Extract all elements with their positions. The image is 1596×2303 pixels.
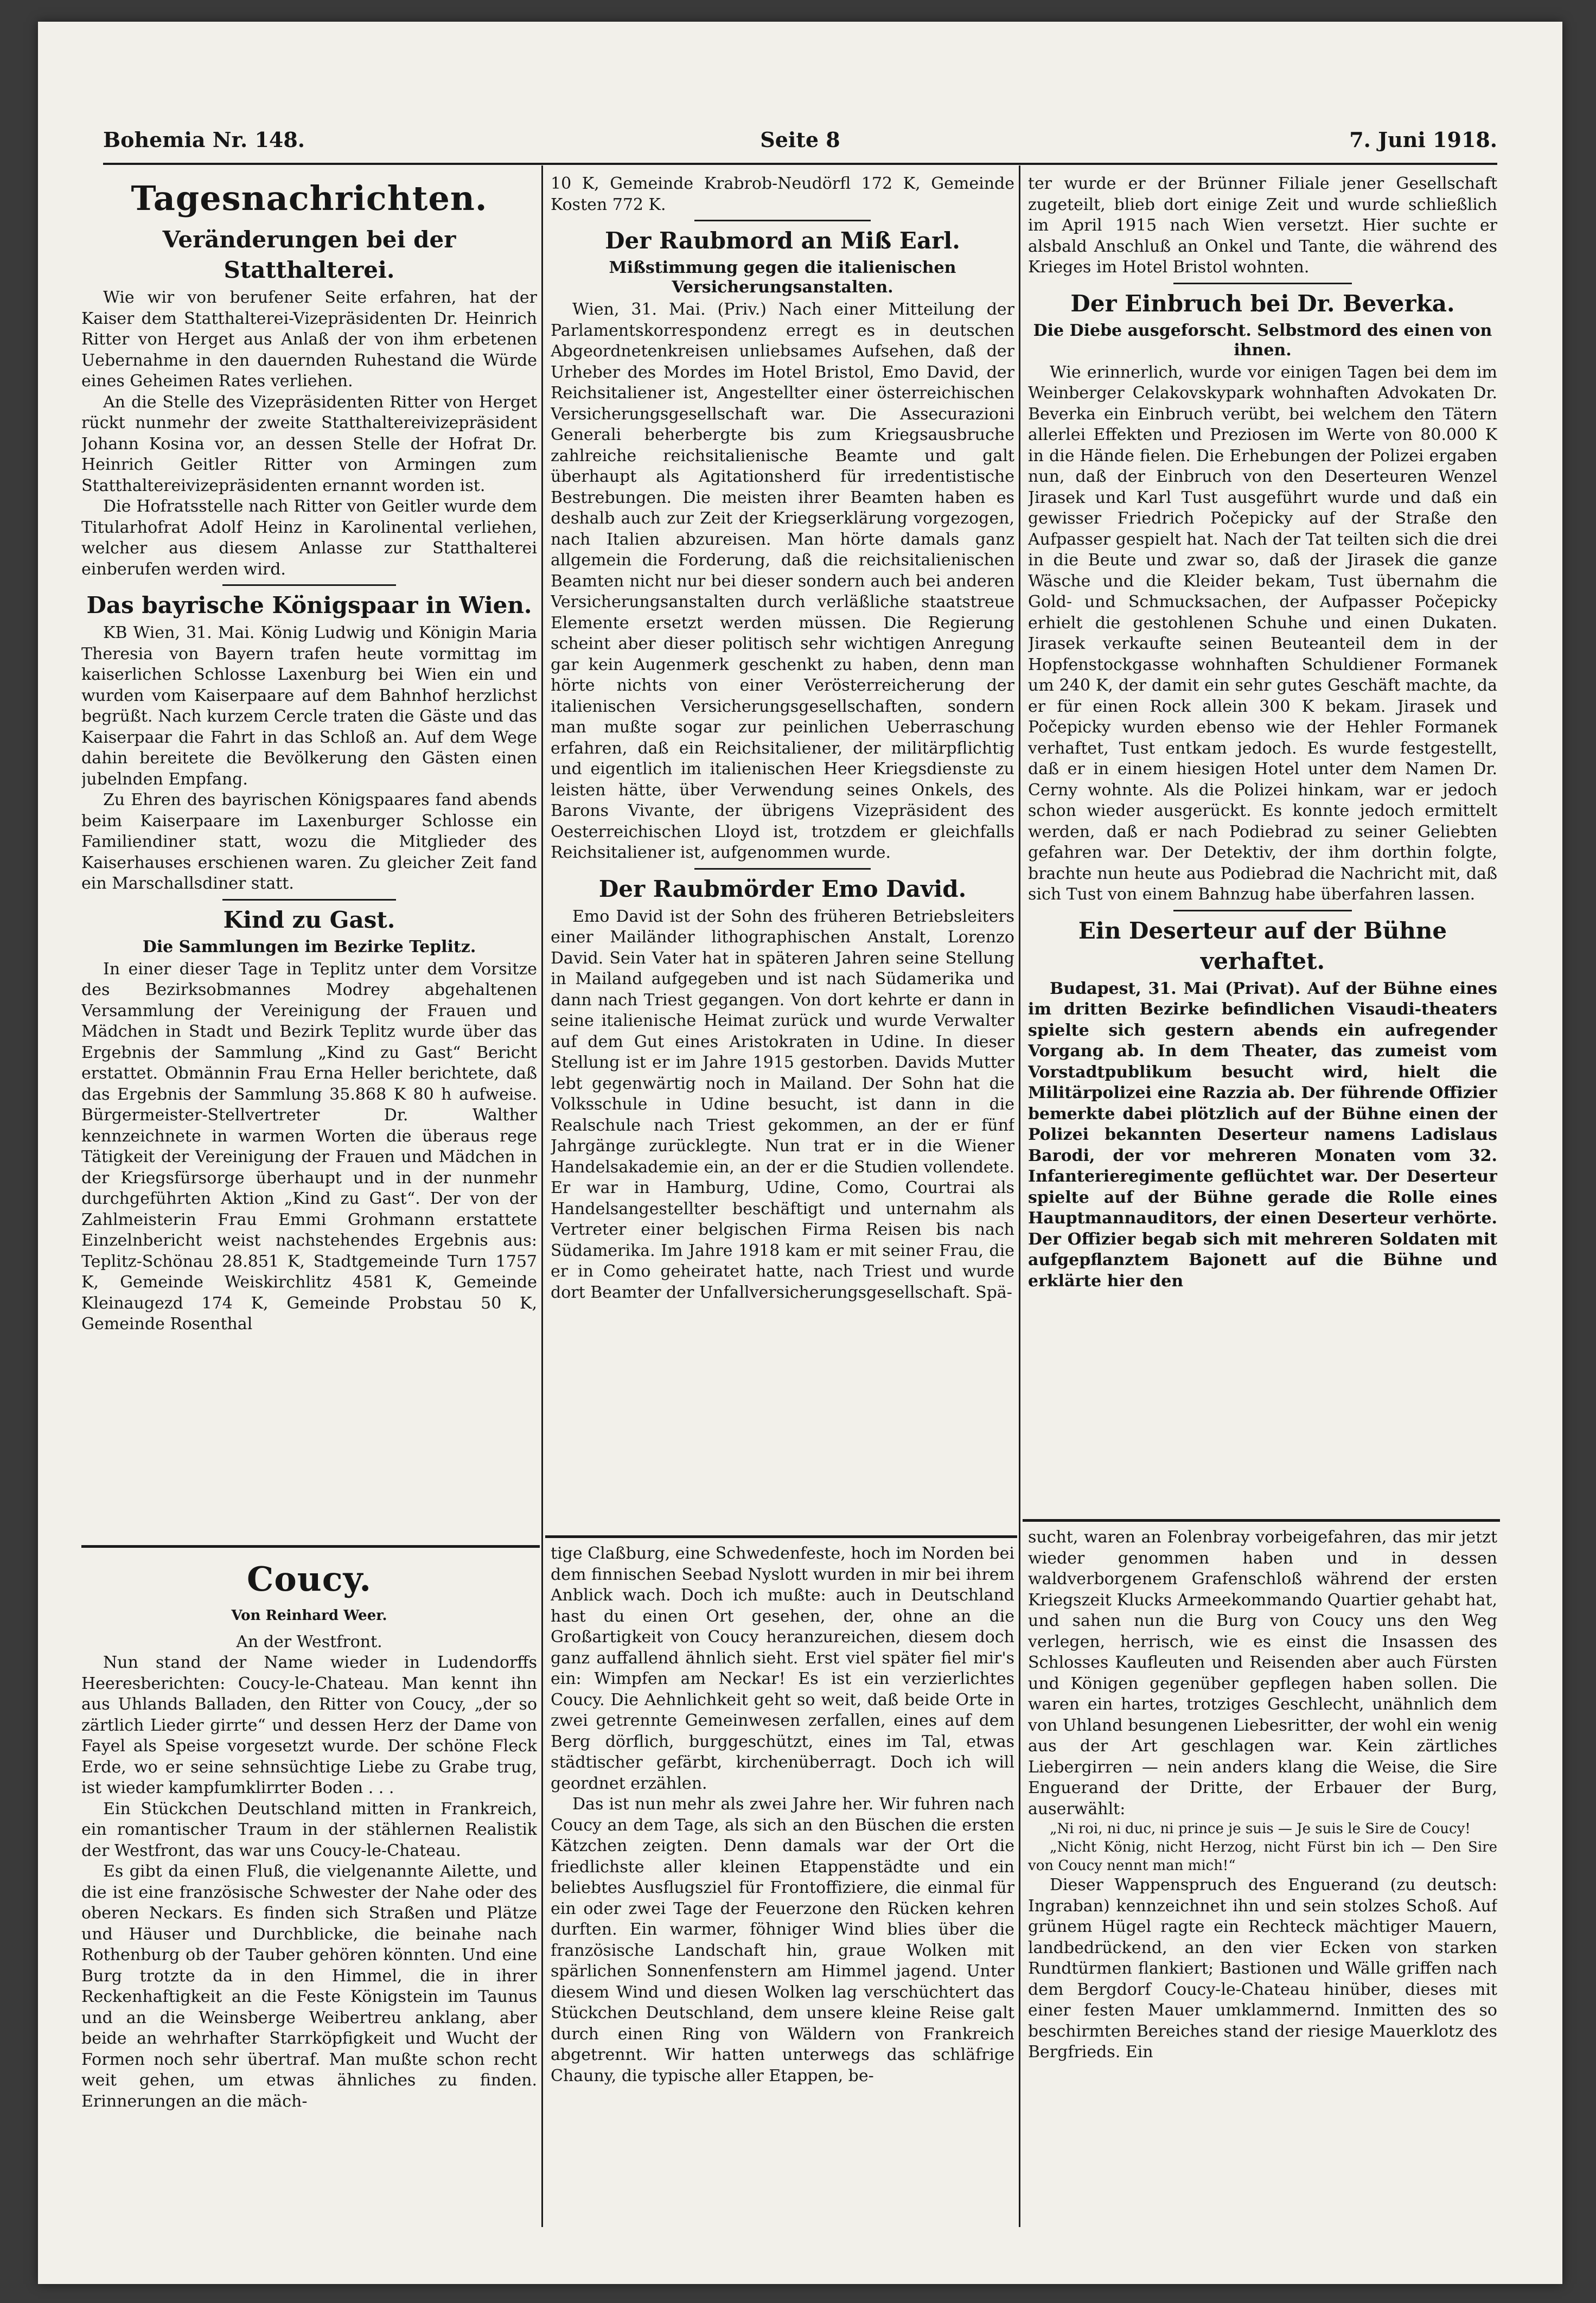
article-paragraph: KB Wien, 31. Mai. König Ludwig und Königin Maria Theresia von Bayern trafen heute vormittag im kaiserlichen Schlosse Laxenburg bei Wien ein und wurden vom Kaiserpaare auf dem Bahnhof herzlichst begrüßt. Nach kurzem Cercle traten die Gäste und das Kaiserpaar die Fahrt in das Schloß an. Auf dem Wege dahin bereitete die Bevölkerung den Gästen einen jubelnden Empfang. <box>81 623 537 789</box>
article-paragraph: Emo David ist der Sohn des früheren Betriebsleiters einer Mailänder lithographischen Anstalt, Lorenzo David. Sein Vater hat in späteren Jahren seine Stellung in Mailand aufgegeben und ist nach Südamerika und dann nach Triest gegangen. Von dort kehrte er dann in seine italienische Heimat zurück und wurde Verwalter auf dem Gut eines Aristokraten in Udine. In dieser Stellung ist er im Jahre 1915 gestorben. Davids Mutter lebt gegenwärtig noch in Mailand. Der Sohn hat die Volksschule in Udine besucht, ist dann in die Realschule nach Triest gekommen, an der er fünf Jahrgänge zurücklegte. Nun trat er in die Wiener Handelsakademie ein, an der er die Studien vollendete. Er war in Hamburg, Udine, Como, Courtrai als Handelsangestellter beschäftigt und unternahm als Vertreter einer belgischen Firma Reisen bis nach Südamerika. Im Jahre 1918 kam er mit seiner Frau, die er in Como geheiratet hatte, nach Triest und wurde dort Beamter der Unfallversicherungsgesellschaft. Spä- <box>551 907 1014 1302</box>
article-title-kind-zu-gast: Kind zu Gast. <box>223 906 395 933</box>
article-paragraph: Wie wir von berufener Seite erfahren, hat der Kaiser dem Statthalterei-Vizepräsidenten Dr. Heinrich Ritter von Herget aus Anlaß der von ihm erbetenen Uebernahme in den dauernden Ruhestand die Würde eines Geheimen Rates verliehen. <box>81 288 537 391</box>
feuilleton-byline: Von Reinhard Weer. <box>231 1607 387 1624</box>
feuilleton-dateline: An der Westfront. <box>236 1632 382 1651</box>
article-separator <box>694 868 871 870</box>
article-separator <box>222 584 395 586</box>
feuilleton-paragraph: Es gibt da einen Fluß, die vielgenannte Ailette, und die ist eine französische Schwester der Nahe oder des oberen Neckars. Es finden sich Straßen und Plätze und Häuser und Durchblicke, die beinahe nach Rothenburg ob der Tauber gehören könnten. Und eine Burg trotzte da in den Himmel, die in ihrer Reckenhaftigkeit an die Feste Königstein im Taunus und an die Weinsberge Weibertreu anklang, aber beide an wehrhafter Starrköpfigkeit und Wucht der Formen noch sehr übertraf. Man mußte schon recht weit gehen, um etwas ähnliches zu finden. Erinnerungen an die mäch- <box>81 1862 537 2111</box>
column-rule-2 <box>1019 165 1020 2227</box>
article-paragraph: Die Hofratsstelle nach Ritter von Geitler wurde dem Titularhofrat Adolf Heinz in Karolinental verliehen, welcher aus diesem Anlasse zur Statthalterei einberufen werden wird. <box>81 497 537 579</box>
feuilleton-quote: „Ni roi, ni duc, ni prince je suis — Je suis le Sire de Coucy! <box>1050 1821 1471 1837</box>
article-separator <box>694 220 871 221</box>
article-title-einbruch: Der Einbruch bei Dr. Beverka. <box>1070 290 1455 317</box>
header-page-number: Seite 8 <box>760 127 840 152</box>
feuilleton-rule-3 <box>1023 1519 1500 1522</box>
header-date: 7. Juni 1918. <box>1349 127 1497 152</box>
article-paragraph: In einer dieser Tage in Teplitz unter dem Vorsitze des Bezirksobmannes Modrey abgehaltenen Versammlung der Vereinigung der Frauen und Mädchen in Stadt und Bezirk Teplitz wurde über das Ergebnis der Sammlung „Kind zu Gast“ Bericht erstattet. Obmännin Frau Erna Heller berichtete, daß das Ergebnis der Sammlung 35.868 K 80 h aufweise. Bürgermeister-Stellvertreter Dr. Walther kennzeichnete in warmen Worten die überaus rege Tätigkeit der Vereinigung der Frauen und Mädchen in der Kriegsfürsorge überhaupt und in der nunmehr durchgeführten Aktion „Kind zu Gast“. Der von der Zahlmeisterin Frau Emmi Grohmann erstattete Einzelnbericht weist nachstehendes Ergebnis aus: Teplitz-Schönau 28.851 K, Stadtgemeinde Turn 1757 K, Gemeinde Weiskirchlitz 4581 K, Gemeinde Kleinaugezd 174 K, Gemeinde Probstau 50 K, Gemeinde Rosenthal <box>81 959 537 1334</box>
column-2-feuilleton <box>551 1543 1014 2276</box>
article-subtitle: Mißstimmung gegen die italienischen Versicherungsanstalten. <box>609 258 956 297</box>
feuilleton-paragraph: sucht, waren an Folenbray vorbeigefahren, das mir jetzt wieder genommen haben und in dessen waldverborgenem Grafenschloß während der ersten Kriegszeit Klucks Armeekommando Quartier gehabt hat, und sahen nun die Burg von Coucy uns den Weg verlegen, herrisch, wie es einst die Insassen des Schlosses Kaufleuten und Reisenden aber auch Fürsten und Königen gegenüber gepflegen haben sollen. Die waren ein hartes, trotziges Geschlecht, unähnlich dem von Uhland besungenen Liebesritter, der wohl ein wenig aus der Art geschlagen war. Kein zärtliches Liebergirren — nein anders klang die Weise, die Sire Enguerand der Dritte, der Erbauer der Burg, auserwählt: <box>1028 1528 1497 1819</box>
article-title-raubmord: Der Raubmord an Miß Earl. <box>605 227 960 254</box>
feuilleton-paragraph: tige Claßburg, eine Schwedenfeste, hoch im Norden bei dem finnischen Seebad Nyslott wurden in mir bei ihrem Anblick wach. Doch ich mußte: auch in Deutschland hast du einen Ort gesehen, der, ohne an die Großartigkeit von Coucy heranzureichen, diesem doch ganz auffallend ähnlich sieht. Erst viel später fiel mir's ein: Wimpfen am Neckar! Es ist ein verzierlichtes Coucy. Die Aehnlichkeit geht so weit, daß beide Orte in zwei getrennte Gemeinwesen zerfallen, eines auf dem Berg dörflich, burggeschützt, eines im Tal, etwas städtischer gefärbt, kirchenüberragt. Doch ich will geordnet erzählen. <box>551 1544 1014 1793</box>
newspaper-page <box>38 22 1562 2284</box>
continued-text: ter wurde er der Brünner Filiale jener Gesellschaft zugeteilt, blieb dort einige Zeit und wurde schließlich im April 1915 nach Wien versetzt. Hier suchte er alsbald Anschluß an Onkel und Tante, die während des Krieges im Hotel Bristol wohnten. <box>1028 174 1497 277</box>
article-title-koenigspaar: Das bayrische Königspaar in Wien. <box>86 592 532 618</box>
feuilleton-title: Coucy. <box>246 1559 372 1599</box>
article-separator <box>1173 283 1352 284</box>
section-title-tagesnachrichten: Tagesnachrichten. <box>131 178 488 218</box>
column-3-news <box>1028 174 1497 1516</box>
article-paragraph: An die Stelle des Vizepräsidenten Ritter von Herget rückt nunmehr der zweite Statthaltereivizepräsident Johann Kosina vor, an dessen Stelle der Hofrat Dr. Heinrich Geitler Ritter von Armingen zum Statthaltereivizepräsidenten ernannt worden ist. <box>81 392 537 495</box>
article-paragraph: Wie erinnerlich, wurde vor einigen Tagen bei dem im Weinberger Celakovskypark wohnhaften Advokaten Dr. Beverka ein Einbruch verübt, bei welchem den Tätern allerlei Effekten und Preziosen im Werte von 80.000 K in die Hände fielen. Die Erhebungen der Polizei ergaben nun, daß der Einbruch von den Deserteuren Wenzel Jirasek und Karl Tust ausgeführt wurde und daß ein gewisser Friedrich Počepicky auf der Straße den Aufpasser gespielt hat. Nach der Tat teilten sich die drei in die Beute und zwar so, daß der Jirasek die ganze Wäsche und die Kleider bekam, Tust übernahm die Gold- und Schmucksachen, der Aufpasser Počepicky erhielt die gestohlenen Schuhe und einen Dukaten. Jirasek verkaufte seinen Beuteanteil dem in der Hopfenstockgasse wohnhaften Schuldiener Formanek um 240 K, der damit ein sehr gutes Geschäft machte, da er für einen Rock allein 300 K bekam. Jirasek und Počepicky wurden ebenso wie der Hehler Formanek verhaftet, Tust entkam jedoch. Es wurde festgestellt, daß er in einem hiesigen Hotel unter dem Namen Dr. Cerny wohnte. Als die Polizei hinkam, war er jedoch schon wieder ausgerückt. Es konnte jedoch ermittelt werden, daß er nach Podiebrad zu seiner Geliebten gefahren war. Der Detektiv, der ihm dorthin folgte, brachte nun heute aus Podiebrad die Nachricht mit, daß sich Tust von einem Bahnzug habe überfahren lassen. <box>1028 362 1497 904</box>
feuilleton-paragraph: Das ist nun mehr als zwei Jahre her. Wir fuhren nach Coucy an dem Tage, als sich an den Büschen die ersten Kätzchen zeigten. Denn damals war der Ort die friedlichste aller kleinen Etappenstädte und ein beliebtes Ausflugsziel für Frontoffiziere, die einmal für ein oder zwei Tage der Feuerzone den Rücken kehren durften. Ein warmer, föhniger Wind blies über die französische Landschaft hin, graue Wolken mit spärlichen Sonnenfenstern am Himmel jagend. Unter diesem Wind und diesen Wolken lag verschüchtert das Stückchen Deutschland, dem unsere kleine Reise galt durch einen Ring von Wäldern von Frankreich abgetrennt. Wir hatten unterwegs das schläfrige Chauny, die typische aller Etappen, be- <box>551 1795 1014 2085</box>
article-title-statthalterei: Veränderungen bei der Statthalterei. <box>162 226 456 283</box>
article-subtitle: Die Sammlungen im Bezirke Teplitz. <box>142 937 476 956</box>
article-paragraph: Wien, 31. Mai. (Priv.) Nach einer Mitteilung der Parlamentskorrespondenz erregt es in deutschen Abgeordnetenkreisen unliebsames Aufsehen, daß der Urheber des Mordes im Hotel Bristol, Emo David, der Reichsitaliener ist, Angestellter einer österreichischen Versicherungsgesellschaft war. Die Assecurazioni Generali beherbergte bis zum Kriegsausbruche zahlreiche reichsitalienische Beamte und galt überhaupt als Agitationsherd für irredentistische Bestrebungen. Die meisten ihrer Beamten haben es deshalb auch zur Zeit der Kriegserklärung vorgezogen, nach Italien abzureisen. Man hörte damals ganz allgemein die Forderung, daß die reichsitalienischen Beamten nicht nur bei dieser sondern auch bei anderen Versicherungsanstalten durch verläßliche staatstreue Elemente ersetzt werden müssen. Die Regierung scheint aber dieser politisch sehr wichtigen Anregung gar kein Augenmerk geschenkt zu haben, denn man hörte nichts von einer Verösterreicherung der italienischen Versicherungsgesellschaften, sondern man mußte sogar zur peinlichen Ueberraschung erfahren, daß ein Reichsitaliener, der militärpflichtig und eigentlich im italienischen Heer Kriegsdienste zu leisten hätte, über Verwendung seines Onkels, des Barons Vivante, der übrigens Vizepräsident des Oesterreichischen Lloyd ist, trotzdem er gleichfalls Reichsitaliener ist, aufgenommen wurde. <box>551 300 1014 862</box>
column-rule-1 <box>541 165 543 2227</box>
column-1-news <box>81 174 537 1541</box>
column-3-feuilleton <box>1028 1527 1497 2276</box>
column-1-feuilleton <box>81 1554 537 2276</box>
feuilleton-rule-2 <box>545 1535 1017 1538</box>
article-separator <box>222 899 395 901</box>
article-paragraph: Budapest, 31. Mai (Privat). Auf der Bühne eines im dritten Bezirke befindlichen Visaudi-theaters spielte sich gestern abends ein aufregender Vorgang ab. In dem Theater, das zumeist vom Vorstadtpublikum besucht wird, hielt die Militärpolizei eine Razzia ab. Der führende Offizier bemerkte dabei plötzlich auf der Bühne einen der Polizei bekannten Deserteur namens Ladislaus Barodi, der vor mehreren Monaten vom 32. Infanterieregimente geflüchtet war. Der Deserteur spielte auf der Bühne gerade die Rolle eines Hauptmannauditors, der einen Deserteur verhörte. Der Offizier begab sich mit mehreren Soldaten mit aufgepflanztem Bajonett auf die Bühne und erklärte hier den <box>1028 979 1497 1291</box>
page-header <box>103 117 1497 165</box>
feuilleton-quote: „Nicht König, nicht Herzog, nicht Fürst bin ich — Den Sire von Coucy nennt man mich!“ <box>1028 1839 1497 1874</box>
article-subtitle: Die Diebe ausgeforscht. Selbstmord des einen von ihnen. <box>1033 321 1492 360</box>
continued-text: 10 K, Gemeinde Krabrob-Neudörfl 172 K, Gemeinde Kosten 772 K. <box>551 174 1014 214</box>
article-title-raubmoerder: Der Raubmörder Emo David. <box>598 875 967 902</box>
article-paragraph: Zu Ehren des bayrischen Königspaares fand abends beim Kaiserpaare im Laxenburger Schlosse ein Familiendiner statt, wozu die Mitglieder des Kaiserhauses erschienen waren. Zu gleicher Zeit fand ein Marschallsdiner statt. <box>81 790 537 893</box>
feuilleton-paragraph: Nun stand der Name wieder in Ludendorffs Heeresberichten: Coucy-le-Chateau. Man kennt ihn aus Uhlands Balladen, den Ritter von Coucy, „der so zärtlich Lieder girrte“ und dessen Herz der Dame von Fayel als Speise vorgesetzt wurde. Der schöne Fleck Erde, wo er seine sehnsüchtige Liebe zu Grabe trug, ist wieder kampfumklirrter Boden . . . <box>81 1653 537 1797</box>
column-2-news <box>551 174 1014 1533</box>
article-separator <box>1173 910 1352 911</box>
header-rule <box>103 163 1497 165</box>
feuilleton-paragraph: Ein Stückchen Deutschland mitten in Frankreich, ein romantischer Traum in der stählernen Realistik der Westfront, das war uns Coucy-le-Chateau. <box>81 1799 537 1860</box>
feuilleton-paragraph: Dieser Wappenspruch des Enguerand (zu deutsch: Ingraban) kennzeichnet ihn und sein stolzes Schoß. Auf grünem Hügel ragte ein Rechteck mächtiger Mauern, landbedrückend, an den vier Ecken von starken Rundtürmen flankiert; Bastionen und Wälle griffen nach dem Bergdorf Coucy-le-Chateau hinüber, dieses mit einer festen Mauer umklammernd. Inmitten des so beschirmten Bereiches stand der riesige Mauerklotz des Bergfrieds. Ein <box>1028 1875 1497 2062</box>
article-title-deserteur: Ein Deserteur auf der Bühne verhaftet. <box>1078 917 1447 974</box>
feuilleton-rule-1 <box>81 1545 540 1548</box>
header-issue: Bohemia Nr. 148. <box>103 127 305 152</box>
